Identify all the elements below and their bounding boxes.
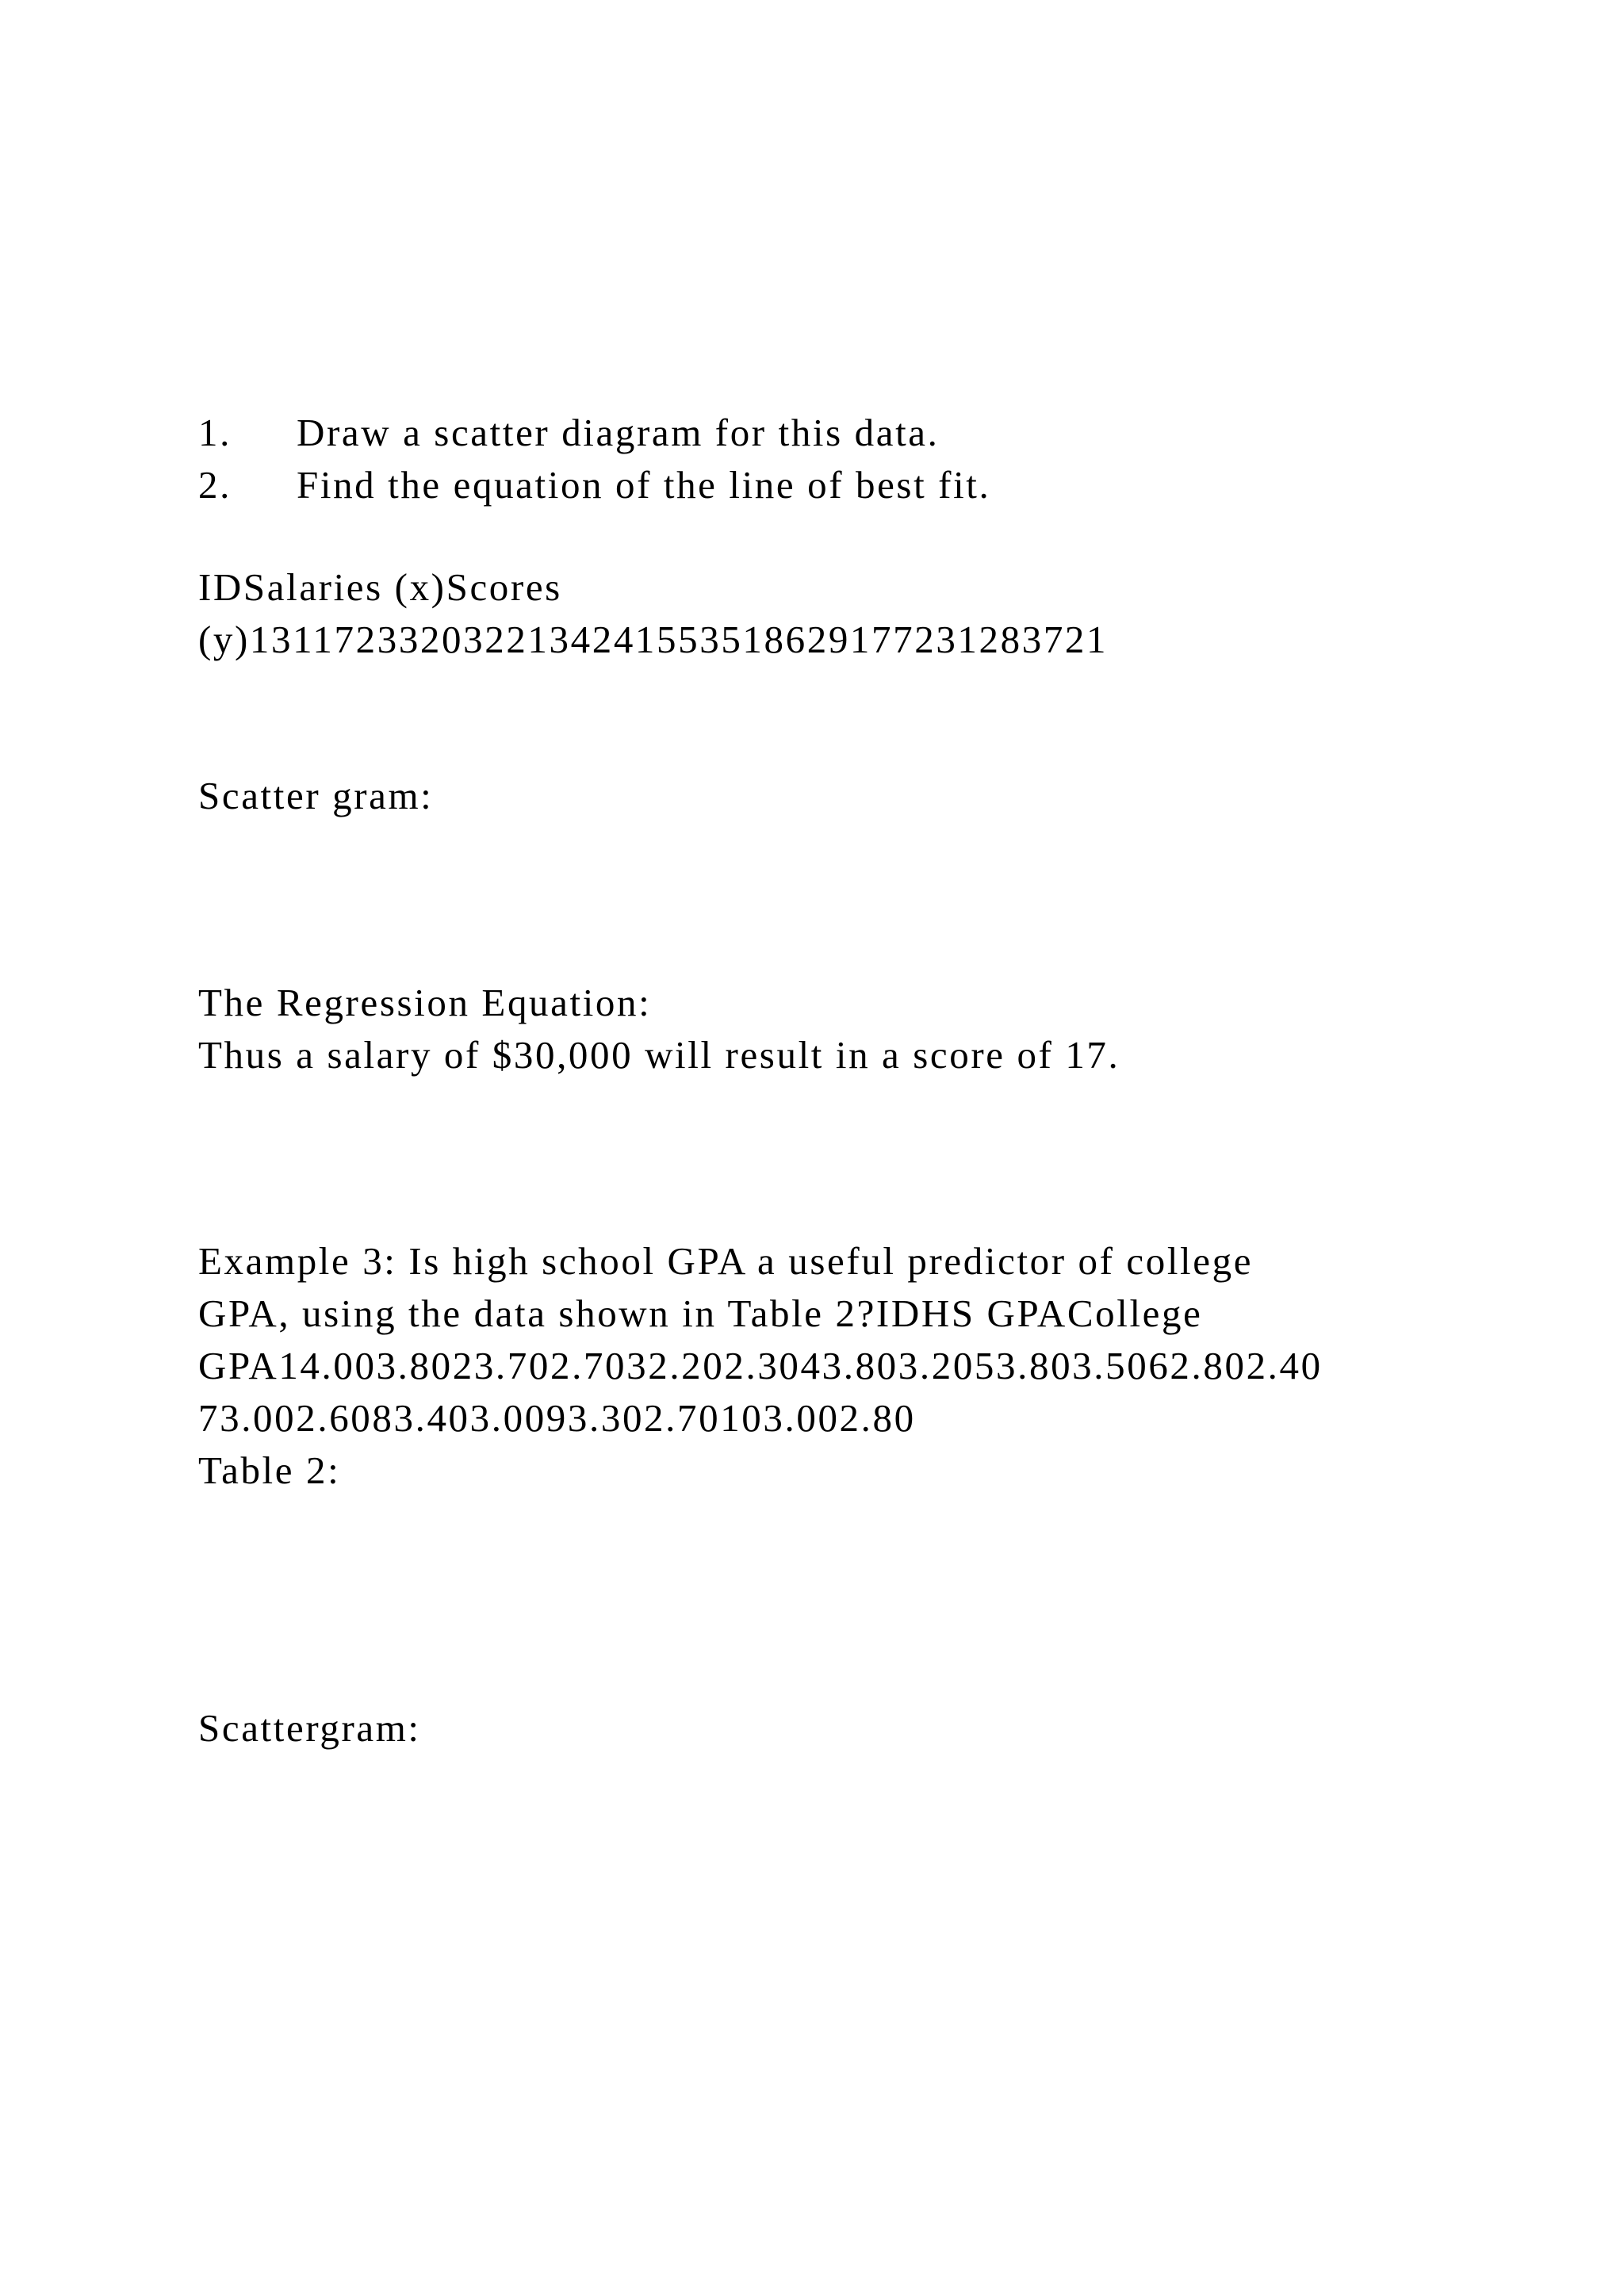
list-number: 1.: [198, 411, 232, 454]
instruction-item-2: [198, 459, 990, 511]
table1-data-text: (y)1311723320322134241553518629177231283721: [198, 618, 1109, 661]
table2-label: Table 2:: [198, 1448, 341, 1492]
scattergram-label: Scattergram:: [198, 1706, 421, 1750]
result-sentence: Thus a salary of $30,000 will result in a score of 17.: [198, 1033, 1120, 1077]
list-number: 2.: [198, 463, 232, 507]
regression-equation-label: The Regression Equation:: [198, 981, 652, 1024]
scatter-gram-label: Scatter gram:: [198, 774, 434, 817]
instruction-text: Find the equation of the line of best fit.: [297, 463, 991, 507]
table1-header-text: IDSalaries (x)Scores: [198, 565, 562, 609]
example3-line-3: GPA14.003.8023.702.7032.202.3043.803.2053.803.5062.802.40: [198, 1344, 1323, 1387]
example3-line-4: 73.002.6083.403.0093.302.70103.002.80: [198, 1396, 916, 1440]
example3-line-1: Example 3: Is high school GPA a useful predictor of college: [198, 1239, 1254, 1283]
example3-line-2: GPA, using the data shown in Table 2?IDHS GPACollege: [198, 1292, 1203, 1335]
instruction-item-1: [198, 407, 939, 459]
instruction-text: Draw a scatter diagram for this data.: [297, 411, 940, 454]
